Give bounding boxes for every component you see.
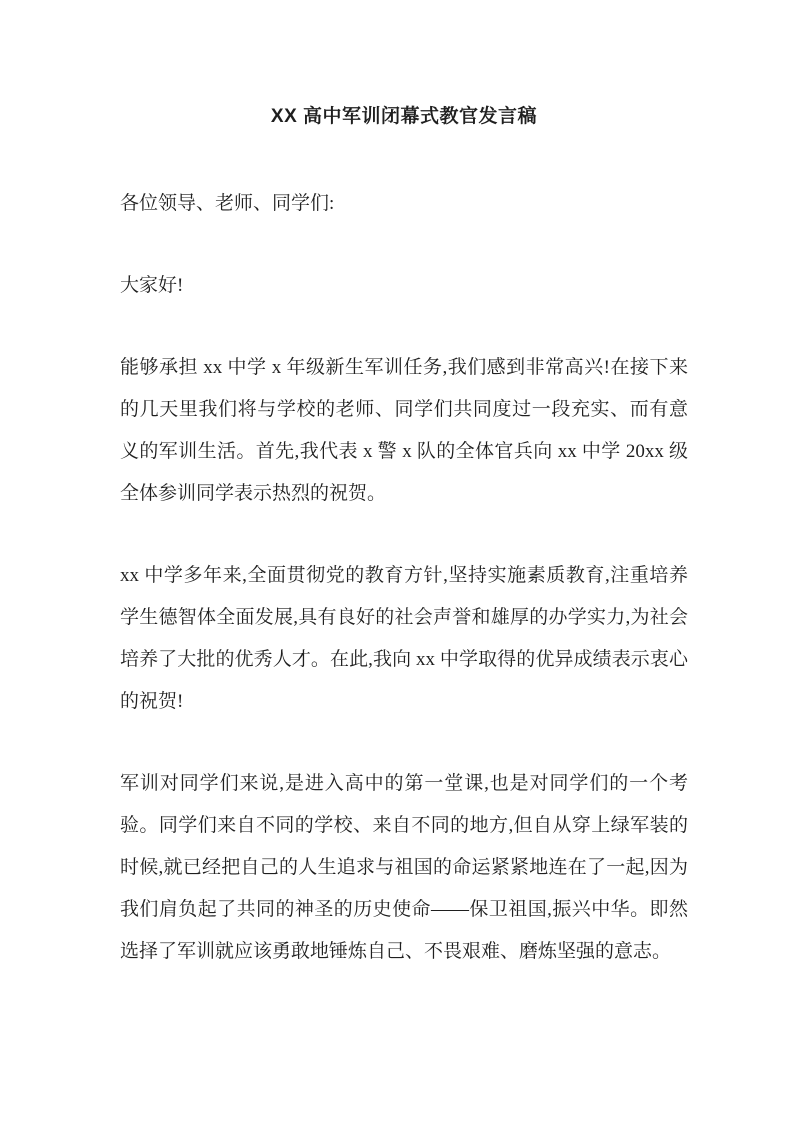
body-paragraph-2: xx 中学多年来,全面贯彻党的教育方针,坚持实施素质教育,注重培养学生德智体全面发展,具有良好的社会声誉和雄厚的办学实力,为社会培养了大批的优秀人才。在此,我向 xx 中学取得的优异成绩表示衷心的祝贺! (120, 565, 688, 712)
salutation-line: 大家好! (120, 275, 184, 296)
body-paragraph-3: 军训对同学们来说,是进入高中的第一堂课,也是对同学们的一个考验。同学们来自不同的学校、来自不同的地方,但自从穿上绿军装的时候,就已经把自己的人生追求与祖国的命运紧紧地连在了一起,因为我们肩负起了共同的神圣的历史使命——保卫祖国,振兴中华。即然选择了军训就应该勇敢地锤炼自己、不畏艰难、磨炼坚强的意志。 (120, 773, 688, 962)
greeting-line: 各位领导、老师、同学们: (120, 193, 335, 214)
document-title: XX 高中军训闭幕式教官发言稿 (270, 106, 538, 127)
body-paragraph-1: 能够承担 xx 中学 x 年级新生军训任务,我们感到非常高兴!在接下来的几天里我们将与学校的老师、同学们共同度过一段充实、而有意义的军训生活。首先,我代表 x 警 x 队的全体官兵向 xx 中学 20xx 级全体参训同学表示热烈的祝贺。 (120, 357, 688, 504)
